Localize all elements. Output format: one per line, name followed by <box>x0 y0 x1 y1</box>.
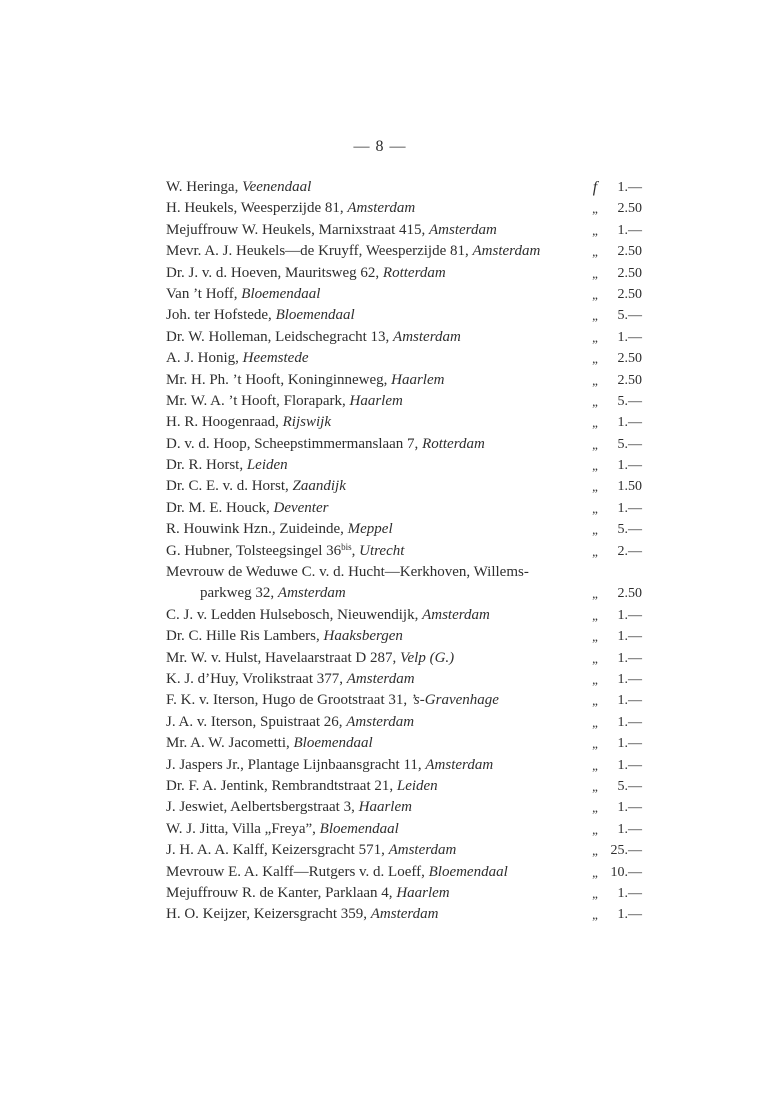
list-item <box>166 498 642 519</box>
entry-person: Mevrouw E. A. Kalff—Rutgers v. d. Loeff, <box>166 863 429 880</box>
entry-person: J. Jeswiet, Aelbertsbergstraat 3, <box>166 799 359 816</box>
amount: 5.— <box>617 393 642 409</box>
currency-mark: „ <box>592 714 598 730</box>
currency-mark: „ <box>592 329 598 345</box>
entry-place: Bloemendaal <box>293 735 373 752</box>
entry-place: ’s-Gravenhage <box>410 692 499 709</box>
amount: 1.— <box>617 180 642 195</box>
amount: 1.— <box>617 757 642 773</box>
amount: 1.— <box>617 736 642 752</box>
entry-person: Dr. W. Holleman, Leidschegracht 13, <box>166 328 394 345</box>
entry-name <box>166 648 590 669</box>
list-item <box>166 648 642 669</box>
list-item <box>166 391 642 412</box>
list-item <box>166 840 642 861</box>
amount: 2.50 <box>617 586 642 602</box>
entry-place: Bloemendaal <box>319 820 399 837</box>
amount: 2.50 <box>617 244 642 260</box>
currency-mark: „ <box>592 821 598 837</box>
list-item <box>166 241 642 262</box>
amount: 1.— <box>617 693 642 709</box>
currency-mark: „ <box>592 393 598 409</box>
entry-place: Leiden <box>396 777 438 794</box>
list-item <box>166 733 642 754</box>
entry-person: Mr. H. Ph. ’t Hooft, Koninginneweg, <box>166 371 392 388</box>
entry-name <box>166 370 590 391</box>
list-item <box>166 904 642 925</box>
entry-person: Mr. W. v. Hulst, Havelaarstraat D 287, <box>166 649 400 666</box>
currency-mark: „ <box>592 222 598 238</box>
list-item <box>166 305 642 326</box>
amount: 2.50 <box>617 372 642 388</box>
entry-place: Amsterdam <box>472 243 541 260</box>
page-number: — 8 — <box>353 138 407 155</box>
currency-mark: „ <box>592 693 598 709</box>
entry-place: Bloemendaal <box>275 307 355 324</box>
list-item <box>166 541 642 562</box>
currency-mark: f <box>592 179 598 196</box>
currency-mark: „ <box>592 543 598 559</box>
list-item <box>166 177 642 198</box>
entry-place: Velp (G.) <box>400 649 455 666</box>
entry-person: Dr. C. E. v. d. Horst, <box>166 478 293 495</box>
amount: 1.— <box>617 607 642 623</box>
amount: 5.— <box>617 308 642 324</box>
list-item <box>166 883 642 904</box>
list-item <box>166 476 642 497</box>
entry-person: Dr. J. v. d. Hoeven, Mauritsweg 62, <box>166 264 383 281</box>
entry-person: Mejuffrouw W. Heukels, Marnixstraat 415, <box>166 221 430 238</box>
entry-name <box>166 755 590 776</box>
entry-person: W. J. Jitta, Villa „Freya”, <box>166 820 320 837</box>
entry-name <box>166 305 590 326</box>
entry-person: W. Heringa, <box>166 179 243 195</box>
entry-person: A. J. Honig, <box>166 350 243 367</box>
entry-name <box>166 862 590 883</box>
entry-name <box>166 883 590 904</box>
entry-name <box>200 583 590 604</box>
currency-mark: „ <box>592 864 598 880</box>
list-item <box>166 562 642 583</box>
currency-mark: „ <box>592 586 598 602</box>
amount: 1.— <box>617 800 642 816</box>
list-item <box>166 626 642 647</box>
entry-name <box>166 241 590 262</box>
entry-name <box>166 626 590 647</box>
entry-person: Mr. A. W. Jacometti, <box>166 735 294 752</box>
currency-mark: „ <box>592 629 598 645</box>
entry-person: Dr. C. Hille Ris Lambers, <box>166 628 324 645</box>
entry-name <box>166 177 590 198</box>
list-item <box>166 348 642 369</box>
entry-place: Haarlem <box>349 392 403 409</box>
amount: 10.— <box>610 864 642 880</box>
list-item <box>166 263 642 284</box>
currency-mark: „ <box>592 800 598 816</box>
entry-place: Haarlem <box>391 371 445 388</box>
list-item <box>166 712 642 733</box>
entry-place: Rotterdam <box>382 264 446 281</box>
entry-name <box>166 797 590 818</box>
entry-place: Amsterdam <box>422 606 490 623</box>
entry-name <box>166 434 590 455</box>
entry-person: C. J. v. Ledden Hulsebosch, Nieuwendijk, <box>166 606 423 623</box>
entry-name <box>166 819 590 840</box>
entry-place: Amsterdam <box>347 200 416 217</box>
entry-person: H. R. Hoogenraad, <box>166 414 283 431</box>
entry-name <box>166 776 590 797</box>
entry-name <box>166 198 590 219</box>
entry-person: Van ’t Hoff, <box>166 285 242 302</box>
currency-mark: „ <box>592 265 598 281</box>
entry-place: Amsterdam <box>370 906 439 923</box>
amount: 1.— <box>617 714 642 730</box>
list-item <box>166 327 642 348</box>
entry-name <box>166 541 590 562</box>
amount: 1.— <box>617 629 642 645</box>
list-item <box>166 198 642 219</box>
currency-mark: „ <box>592 778 598 794</box>
entry-person: Dr. M. E. Houck, <box>166 499 274 516</box>
amount: 1.— <box>617 671 642 687</box>
entry-name <box>166 669 590 690</box>
currency-mark: „ <box>592 201 598 217</box>
amount: 2.50 <box>617 286 642 302</box>
entry-person: K. J. d’Huy, Vrolikstraat 377, <box>166 670 347 687</box>
entry-place: Amsterdam <box>346 713 415 730</box>
currency-mark: „ <box>592 286 598 302</box>
amount: 25.— <box>610 843 642 859</box>
entry-name <box>166 220 590 241</box>
list-item <box>166 519 642 540</box>
entry-place: Zaandijk <box>292 478 346 495</box>
entry-name <box>166 263 590 284</box>
entry-person: Mevrouw de Weduwe C. v. d. Hucht—Kerkhoven, Willems- <box>166 564 529 581</box>
entry-separator: , <box>351 542 360 559</box>
entry-place: Meppel <box>347 521 393 538</box>
currency-mark: „ <box>592 907 598 923</box>
entry-place: Haaksbergen <box>323 628 403 645</box>
entry-name <box>166 562 590 583</box>
currency-mark: „ <box>592 650 598 666</box>
entry-person: D. v. d. Hoop, Scheepstimmermanslaan 7, <box>166 435 423 452</box>
entry-name <box>166 455 590 476</box>
entry-person: Dr. R. Horst, <box>166 457 247 474</box>
amount: 1.— <box>617 907 642 923</box>
currency-mark: „ <box>592 607 598 623</box>
currency-mark: „ <box>592 843 598 859</box>
entry-place: Haarlem <box>396 884 450 901</box>
entry-place: Haarlem <box>358 799 412 816</box>
list-item <box>166 370 642 391</box>
entry-place: Amsterdam <box>277 585 346 602</box>
entry-name <box>166 690 590 711</box>
entry-name <box>166 712 590 733</box>
entry-name <box>166 519 590 540</box>
amount: 2.50 <box>617 265 642 281</box>
currency-mark: „ <box>592 500 598 516</box>
entry-person: J. Jaspers Jr., Plantage Lijnbaansgracht 11, <box>166 756 426 773</box>
amount: 5.— <box>617 436 642 452</box>
entry-place: Veenendaal <box>242 179 312 195</box>
entry-place: Utrecht <box>359 542 405 559</box>
subscriber-list <box>166 177 642 926</box>
entry-name <box>166 840 590 861</box>
entry-place: Amsterdam <box>388 842 457 859</box>
list-item <box>166 755 642 776</box>
currency-mark: „ <box>592 372 598 388</box>
entry-person: parkweg 32, <box>200 585 278 602</box>
entry-place: Rotterdam <box>422 435 485 452</box>
list-item <box>166 434 642 455</box>
entry-person: Mejuffrouw R. de Kanter, Parklaan 4, <box>166 884 397 901</box>
entry-place: Amsterdam <box>429 221 497 238</box>
currency-mark: „ <box>592 479 598 495</box>
list-item <box>166 669 642 690</box>
amount: 5.— <box>617 778 642 794</box>
entry-name <box>166 327 590 348</box>
entry-name <box>166 733 590 754</box>
entry-name <box>166 412 590 433</box>
entry-name <box>166 904 590 925</box>
entry-person: J. H. A. A. Kalff, Keizersgracht 571, <box>166 842 389 859</box>
list-item <box>166 862 642 883</box>
entry-person: H. O. Keijzer, Keizersgracht 359, <box>166 906 371 923</box>
amount: 1.— <box>617 500 642 516</box>
currency-mark: „ <box>592 671 598 687</box>
entry-place: Bloemendaal <box>428 863 508 880</box>
amount: 2.50 <box>617 351 642 367</box>
entry-person: R. Houwink Hzn., Zuideinde, <box>166 521 348 538</box>
entry-place: Deventer <box>273 499 329 516</box>
currency-mark: „ <box>592 885 598 901</box>
currency-mark: „ <box>592 522 598 538</box>
currency-mark: „ <box>592 244 598 260</box>
list-item <box>166 412 642 433</box>
entry-name <box>166 476 590 497</box>
amount: 1.— <box>617 650 642 666</box>
list-item <box>166 583 642 604</box>
entry-place: Amsterdam <box>393 328 461 345</box>
entry-place: Rijswijk <box>282 414 331 431</box>
amount: 5.— <box>617 522 642 538</box>
amount: 1.— <box>617 329 642 345</box>
list-item <box>166 797 642 818</box>
entry-person: Joh. ter Hofstede, <box>166 307 276 324</box>
amount: 1.— <box>617 885 642 901</box>
amount: 2.— <box>617 543 642 559</box>
list-item <box>166 776 642 797</box>
entry-person: G. Hubner, Tolsteegsingel 36 <box>166 542 342 559</box>
amount: 1.— <box>617 821 642 837</box>
list-item <box>166 819 642 840</box>
currency-mark: „ <box>592 436 598 452</box>
entry-person: Dr. F. A. Jentink, Rembrandtstraat 21, <box>166 777 397 794</box>
entry-place: Heemstede <box>242 350 309 367</box>
amount: 2.50 <box>617 201 642 217</box>
entry-place: Amsterdam <box>346 670 415 687</box>
entry-name <box>166 348 590 369</box>
list-item <box>166 284 642 305</box>
currency-mark: „ <box>592 458 598 474</box>
entry-person: Mr. W. A. ’t Hooft, Florapark, <box>166 392 350 409</box>
currency-mark: „ <box>592 351 598 367</box>
currency-mark: „ <box>592 757 598 773</box>
list-item <box>166 605 642 626</box>
entry-name <box>166 498 590 519</box>
currency-mark: „ <box>592 415 598 431</box>
entry-name <box>166 391 590 412</box>
entry-name <box>166 284 590 305</box>
entry-place: Leiden <box>246 457 288 474</box>
list-item <box>166 455 642 476</box>
amount: 1.— <box>617 415 642 431</box>
entry-person: H. Heukels, Weesperzijde 81, <box>166 200 348 217</box>
entry-place: Bloemendaal <box>241 285 321 302</box>
entry-person: Mevr. A. J. Heukels—de Kruyff, Weesperzijde 81, <box>166 243 473 260</box>
entry-name <box>166 605 590 626</box>
entry-person: J. A. v. Iterson, Spuistraat 26, <box>166 713 347 730</box>
amount: 1.50 <box>617 479 642 495</box>
amount: 1.— <box>617 222 642 238</box>
list-item <box>166 220 642 241</box>
list-item <box>166 690 642 711</box>
entry-superscript: bis <box>341 541 352 552</box>
entry-place: Amsterdam <box>425 756 494 773</box>
currency-mark: „ <box>592 736 598 752</box>
amount: 1.— <box>617 458 642 474</box>
currency-mark: „ <box>592 308 598 324</box>
entry-person: F. K. v. Iterson, Hugo de Grootstraat 31, <box>166 692 411 709</box>
